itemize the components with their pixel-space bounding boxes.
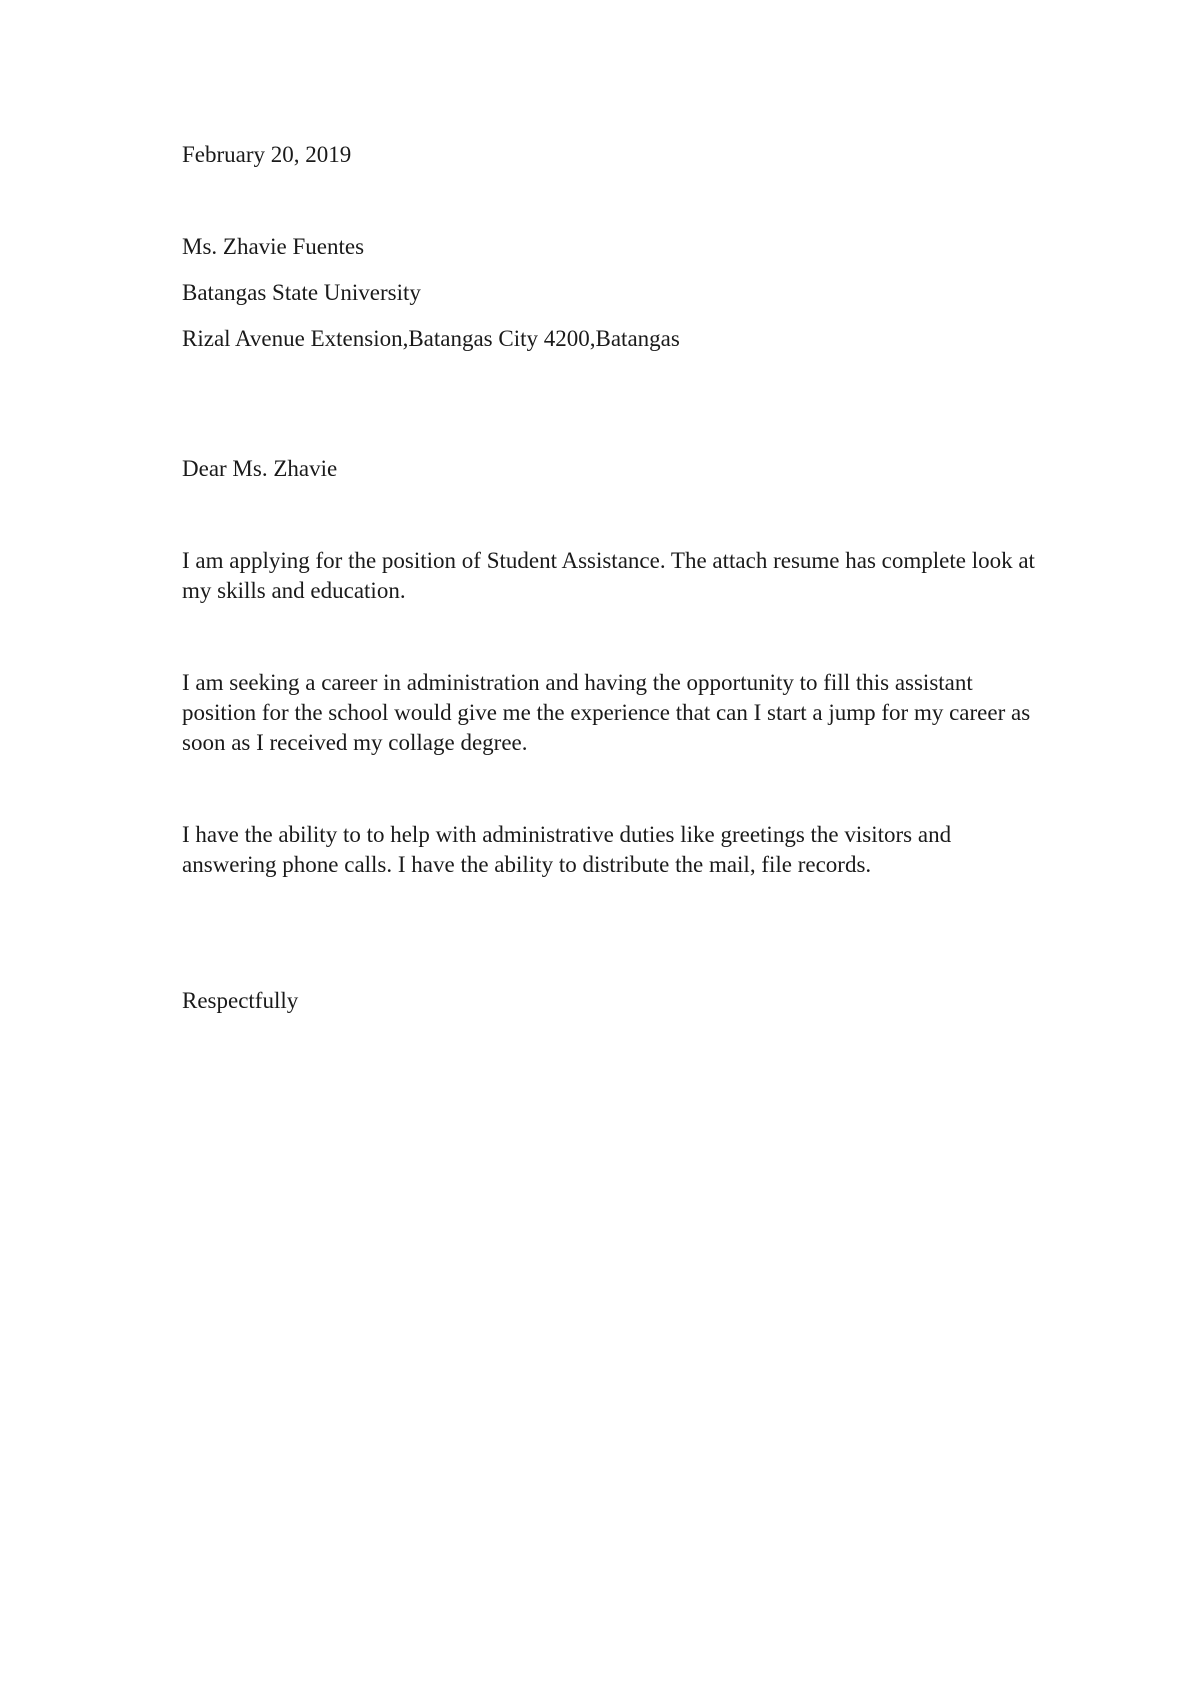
recipient-block (182, 232, 1042, 354)
letter-date: February 20, 2019 (182, 142, 352, 167)
letter-body (182, 140, 1042, 1016)
recipient-address: Rizal Avenue Extension,Batangas City 4200,Batangas (182, 326, 680, 351)
salutation: Dear Ms. Zhavie (182, 456, 338, 481)
paragraph-1: I am applying for the position of Student Assistance. The attach resume has complete look at my skills and education. (182, 548, 1035, 603)
paragraph-3: I have the ability to to help with administrative duties like greetings the visitors and answering phone calls. I have the ability to distribute the mail, file records. (182, 822, 952, 877)
recipient-organization: Batangas State University (182, 280, 421, 305)
recipient-name: Ms. Zhavie Fuentes (182, 234, 365, 259)
paragraph-2: I am seeking a career in administration and having the opportunity to fill this assistant position for the school would give me the experience that can I start a jump for my career as soon as I received my collage degree. (182, 670, 1031, 755)
closing: Respectfully (182, 988, 299, 1013)
